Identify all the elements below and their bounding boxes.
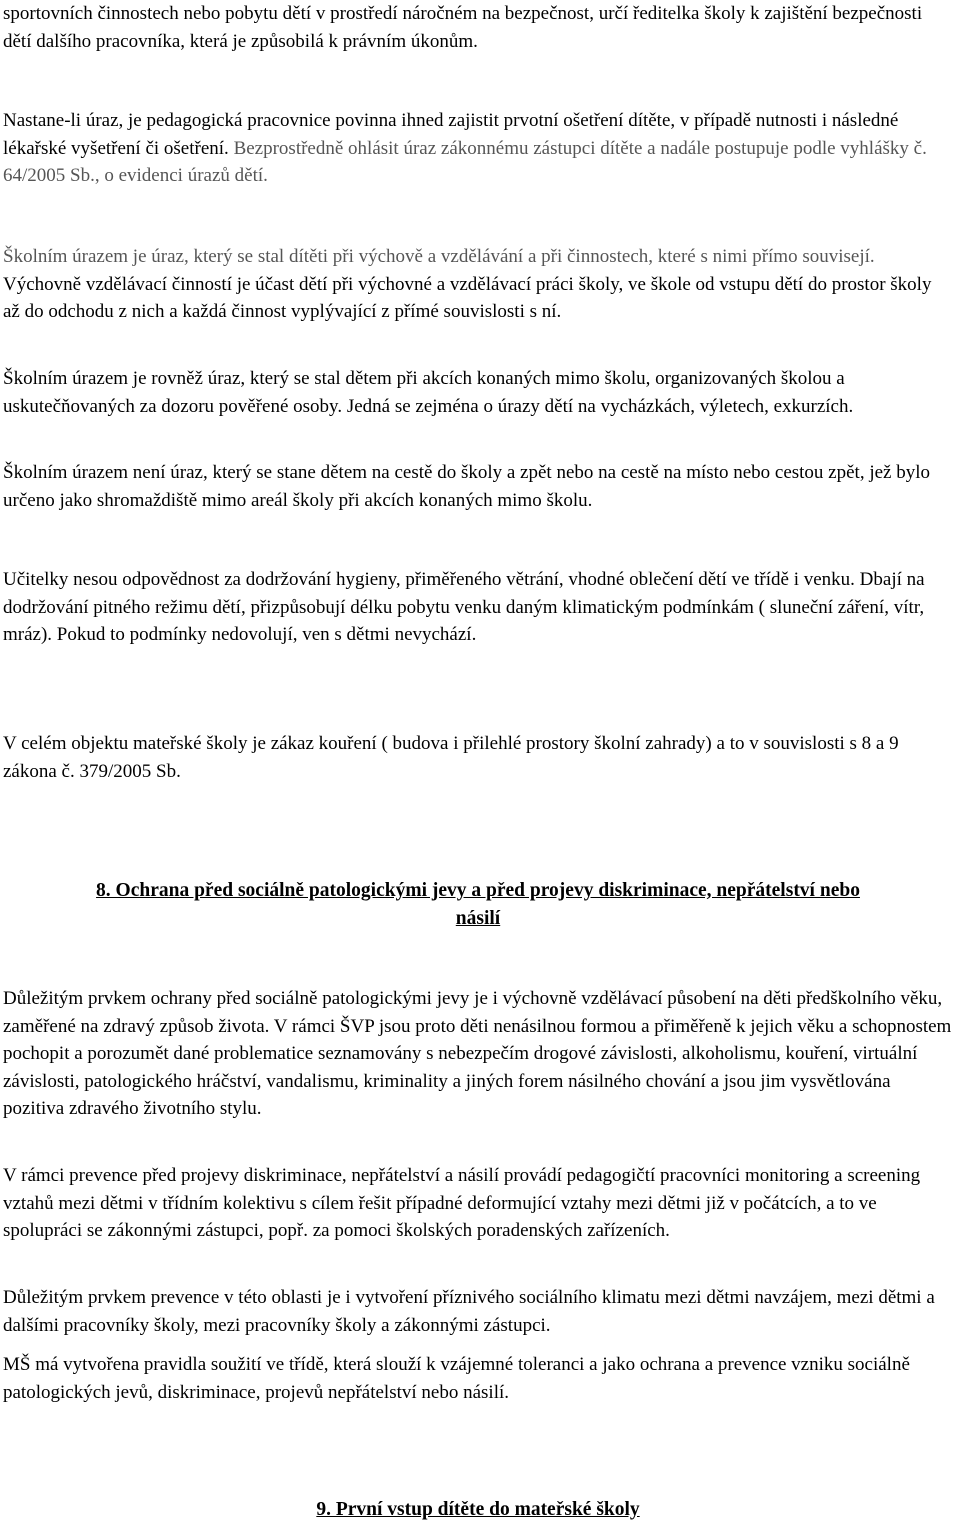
injury-procedure-part1: Nastane-li úraz, je pedagogická pracovnice povinna ihned zajistit prvotní ošetření dítěte, v případě nutnosti i následné lékařské vyšetření či ošetření.: [3, 110, 899, 159]
paragraph-hygiene: Učitelky nesou odpovědnost za dodržování hygieny, přiměřeného větrání, vhodné oblečení dětí ve třídě i venku. Dbají na dodržování pitného režimu dětí, přizpůsobují délku pobytu venku daným klimatickým podmínkám ( sluneční záření, vítr, mráz). Pokud to podmínky nedovolují, ven s dětmi nevychází.: [3, 569, 925, 645]
section-heading-9: 9. První vstup dítěte do mateřské školy: [316, 1499, 640, 1520]
paragraph-smoking-ban: V celém objektu mateřské školy je zákaz kouření ( budova i přilehlé prostory školní zahrady) a to v souvislosti s 8 a 9 zákona č. 379/2005 Sb.: [3, 733, 899, 782]
school-injury-definition-part1: Školním úrazem je úraz, který se stal dítěti při výchově a vzdělávání a při činnostech, které s nimi přímo souvisejí.: [3, 246, 875, 267]
paragraph-school-injury-definition: [3, 243, 953, 326]
section-heading-8: [3, 877, 953, 932]
section-heading-8-line2: násilí: [455, 907, 501, 929]
paragraph-injury-outside-school: Školním úrazem je rovněž úraz, který se stal dětem při akcích konaných mimo školu, organizovaných školou a uskutečňovaných za dozoru pověřené osoby. Jedná se zejména o úrazy dětí na vycházkách, výletech, exkurzích.: [3, 368, 854, 417]
paragraph-discrimination-prevention: V rámci prevence před projevy diskriminace, nepřátelství a násilí provádí pedagogičtí pracovníci monitoring a screening vztahů mezi dětmi v třídním kolektivu s cílem řešit případné deformující vztahy mezi dětmi již v počátcích, a to ve spolupráci se zákonnými zástupci, popř. za pomoci školských poradenských zařízeních.: [3, 1165, 921, 1241]
paragraph-not-school-injury: Školním úrazem není úraz, který se stane dětem na cestě do školy a zpět nebo na cestě na místo nebo cestou zpět, jež bylo určeno jako shromaždiště mimo areál školy při akcích konaných mimo školu.: [3, 462, 930, 511]
paragraph-pathology-prevention: Důležitým prvkem ochrany před sociálně patologickými jevy je i výchovně vzdělávací působení na děti předškolního věku, zaměřené na zdravý způsob života. V rámci ŠVP jsou proto děti nenásilnou formou a přiměřeně k jejich věku a schopnostem pochopit a porozumět dané problematice seznamovány s nebezpečím drogové závislosti, alkoholismu, kouření, virtuální závislosti, patologického hráčství, vandalismu, kriminality a jiných forem násilného chování a jsou jim vysvětlována pozitiva zdravého životního stylu.: [3, 988, 952, 1119]
paragraph-supervision: sportovních činnostech nebo pobytu dětí v prostředí náročném na bezpečnost, určí ředitelka školy k zajištění bezpečnosti dětí dalšího pracovníka, která je způsobilá k právním úkonům.: [3, 3, 923, 52]
injury-procedure-part2: Bezprostředně ohlásit úraz zákonnému zástupci dítěte a nadále postupuje podle vyhlášky č. 64/2005 Sb., o evidenci úrazů dětí.: [3, 137, 927, 186]
paragraph-class-rules: MŠ má vytvořena pravidla soužití ve třídě, která slouží k vzájemné toleranci a jako ochrana a prevence vzniku sociálně patologických jevů, diskriminace, projevů nepřátelství nebo násilí.: [3, 1354, 910, 1403]
school-injury-definition-part2: Výchovně vzdělávací činností je účast dětí při výchovné a vzdělávací práci školy, ve škole od vstupu dětí do prostor školy až do odchodu z nich a každá činnost vyplývající z přímé souvislosti s ní.: [3, 273, 932, 322]
paragraph-social-climate: Důležitým prvkem prevence v této oblasti je i vytvoření příznivého sociálního klimatu mezi dětmi navzájem, mezi dětmi a dalšími pracovníky školy, mezi pracovníky školy a zákonnými zástupci.: [3, 1287, 935, 1336]
paragraph-injury-procedure: [3, 107, 953, 190]
section-heading-8-line1: 8. Ochrana před sociálně patologickými jevy a před projevy diskriminace, nepřátelství nebo: [96, 880, 860, 901]
